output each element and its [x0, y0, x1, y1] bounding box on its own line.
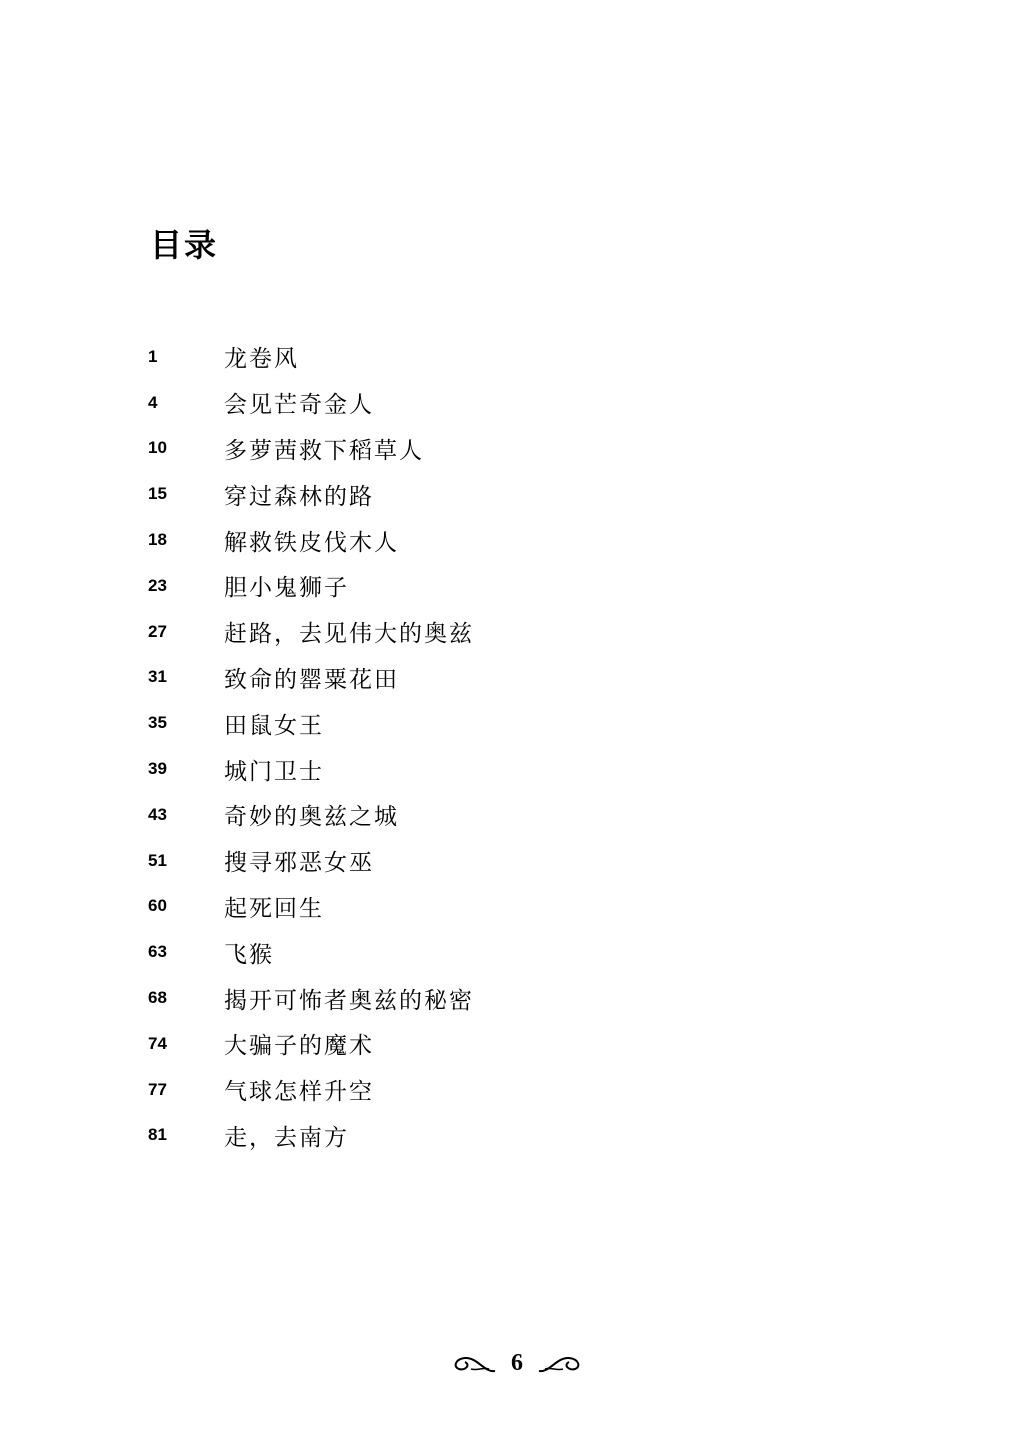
toc-page-number: 31 [148, 667, 167, 687]
toc-entry[interactable] [148, 792, 474, 838]
toc-entry[interactable] [148, 334, 474, 380]
page-footer [0, 1350, 1034, 1377]
toc-page-number: 81 [148, 1125, 167, 1145]
toc-entry[interactable] [148, 975, 474, 1021]
toc-entry[interactable] [148, 1067, 474, 1113]
toc-chapter-title: 赶路，去见伟大的奥兹 [224, 621, 474, 648]
toc-chapter-title: 致命的罂粟花田 [224, 666, 399, 693]
toc-page-number: 18 [148, 530, 167, 550]
toc-page-number: 4 [148, 392, 158, 412]
toc-page-number: 63 [148, 942, 167, 962]
toc-page-number: 1 [148, 346, 158, 366]
toc-page-number: 77 [148, 1079, 167, 1099]
toc-page-number: 23 [148, 575, 167, 595]
toc-entry[interactable] [148, 426, 474, 472]
toc-chapter-title: 走，去南方 [224, 1124, 349, 1151]
toc-page-number: 15 [148, 484, 167, 504]
toc-chapter-title: 揭开可怖者奥兹的秘密 [224, 987, 474, 1014]
toc-entry[interactable] [148, 380, 474, 426]
table-of-contents [148, 334, 474, 1158]
toc-entry[interactable] [148, 1113, 474, 1159]
toc-chapter-title: 气球怎样升空 [224, 1079, 374, 1106]
toc-page-number: 39 [148, 759, 167, 779]
toc-entry[interactable] [148, 929, 474, 975]
toc-page-number: 51 [148, 850, 167, 870]
flourish-left-icon [451, 1353, 497, 1375]
toc-chapter-title: 奇妙的奥兹之城 [224, 804, 399, 831]
toc-chapter-title: 城门卫士 [224, 758, 324, 785]
toc-chapter-title: 起死回生 [224, 895, 324, 922]
toc-page-number: 27 [148, 621, 167, 641]
toc-page-number: 10 [148, 438, 167, 458]
toc-page-number: 74 [148, 1033, 167, 1053]
toc-chapter-title: 解救铁皮伐木人 [224, 529, 399, 556]
page-title: 目录 [150, 226, 219, 264]
toc-chapter-title: 多萝茜救下稻草人 [224, 437, 424, 464]
toc-page-number: 60 [148, 896, 167, 916]
toc-page-number: 43 [148, 804, 167, 824]
page-number: 6 [511, 1350, 523, 1376]
toc-entry[interactable] [148, 700, 474, 746]
toc-chapter-title: 搜寻邪恶女巫 [224, 850, 374, 877]
toc-entry[interactable] [148, 655, 474, 701]
toc-chapter-title: 大骗子的魔术 [224, 1033, 374, 1060]
toc-page-number: 68 [148, 988, 167, 1008]
toc-entry[interactable] [148, 884, 474, 930]
toc-entry[interactable] [148, 517, 474, 563]
toc-entry[interactable] [148, 471, 474, 517]
toc-chapter-title: 田鼠女王 [224, 712, 324, 739]
flourish-right-icon [537, 1353, 583, 1375]
toc-entry[interactable] [148, 746, 474, 792]
toc-page-number: 35 [148, 713, 167, 733]
toc-chapter-title: 龙卷风 [224, 346, 299, 373]
toc-entry[interactable] [148, 609, 474, 655]
toc-entry[interactable] [148, 563, 474, 609]
toc-chapter-title: 飞猴 [224, 941, 274, 968]
toc-chapter-title: 会见芒奇金人 [224, 392, 374, 419]
toc-entry[interactable] [148, 838, 474, 884]
toc-chapter-title: 胆小鬼狮子 [224, 575, 349, 602]
toc-chapter-title: 穿过森林的路 [224, 483, 374, 510]
toc-entry[interactable] [148, 1021, 474, 1067]
